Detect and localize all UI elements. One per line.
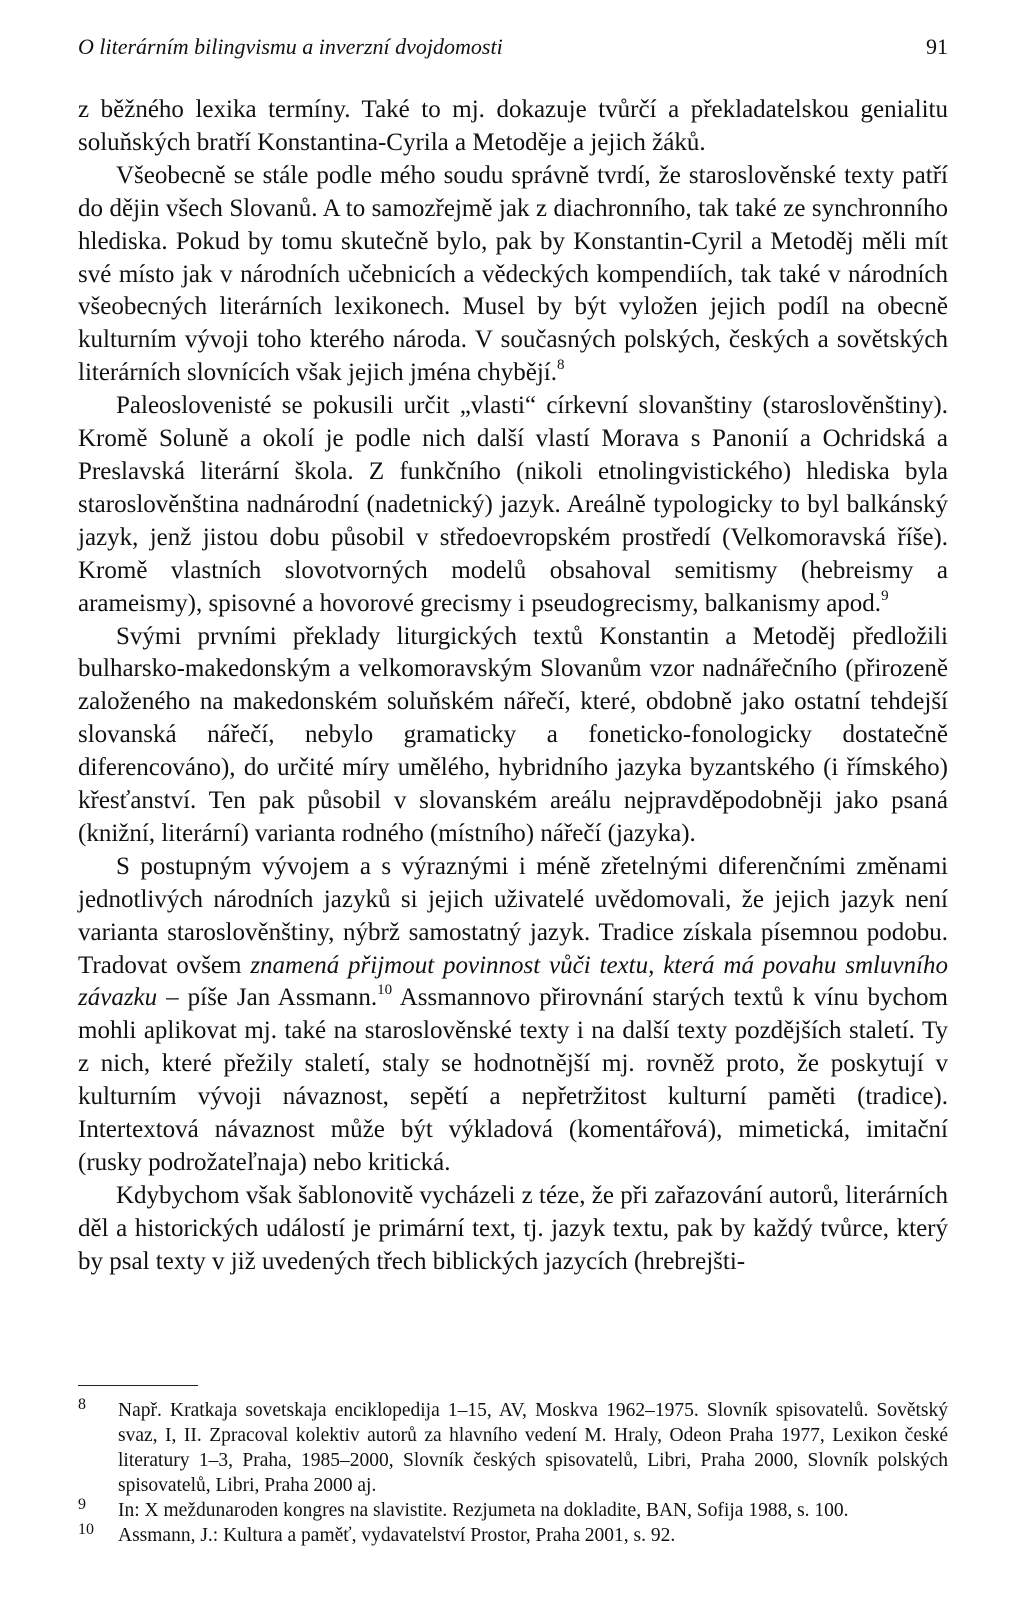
paragraph-text: z běžného lexika termíny. Také to mj. dokazuje tvůrčí a překladatelskou genialitu soluňských bratří Konstantina-Cyrila a Metoděje a jejich žáků. — [78, 96, 948, 156]
paragraph-text-after: Assmannovo přirovnání starých textů k vínu bychom mohli aplikovat mj. také na staroslověnské texty i na další texty pozdějších staletí. Ty z nich, které přežily staletí, staly se hodnotnější mj. rovněž proto, že poskytují v kulturním vývoji návaznost, sepětí a nepřetržitost kulturní paměti (tradice). Intertextová návaznost může být výkladová (komentářová), mimetická, imitační (rusky podrožateľnaja) nebo kritická. — [78, 984, 948, 1176]
paragraph-text: Kdybychom však šablonovitě vycházeli z téze, že při zařazování autorů, literárních děl a historických událostí je primární text, tj. jazyk textu, pak by každý tvůrce, který by psal texty v již uvedených třech biblických jazycích (hrebrejšti- — [78, 1181, 948, 1275]
body-text — [78, 94, 948, 1279]
paragraph-text: Svými prvními překlady liturgických textů Konstantin a Metoděj předložili bulharsko-makedonským a velkomoravským Slovanům vzor nadnářečního (přirozeně založeného na makedonském soluňském nářečí, které, obdobně jako ostatní tehdejší slovanská nářečí, nebylo gramaticky a foneticko-fonologicky dostatečně diferencováno), do určité míry umělého, hybridního jazyka byzantského (i římského) křesťanství. Ten pak působil v slovanském areálu nejpravděpodobněji jako psaná (knižní, literární) varianta rodného (místního) nářečí (jazyka). — [78, 622, 948, 847]
footnote-10 — [78, 1523, 948, 1548]
paragraph-3 — [78, 390, 948, 620]
running-title: O literárním bilingvismu a inverzní dvojdomosti — [78, 34, 503, 59]
page-number: 91 — [926, 34, 948, 59]
footnote-text: Assmann, J.: Kultura a paměť, vydavatelství Prostor, Praha 2001, s. 92. — [118, 1525, 676, 1546]
footnote-divider — [78, 1385, 198, 1386]
paragraph-6 — [78, 1180, 948, 1279]
footnote-ref-9: 9 — [881, 587, 889, 604]
page-header — [78, 34, 948, 68]
italic-quote: znamená přijmout povinnost vůči textu, která má povahu smluvního závazku — [78, 951, 948, 1012]
paragraph-4 — [78, 621, 948, 851]
paragraph-text: Paleoslovenisté se pokusili určit „vlasti“ církevní slovanštiny (staroslověnštiny). Kromě Soluně a okolí je podle nich další vlastí Morava s Panonií a Ochridská a Preslavská literární škola. Z funkčního (nikoli etnolingvistického) hlediska byla staroslověnština nadnárodní (nadetnický) jazyk. Areálně typologicky to byl balkánský jazyk, jenž jistou dobu působil v středoevropském prostředí (Velkomoravská říše). Kromě vlastních slovotvorných modelů obsahoval semitismy (hebreismy a arameismy), spisovné a hovorové grecismy i pseudogrecismy, balkanismy apod. — [78, 392, 948, 617]
footnote-8 — [78, 1398, 948, 1498]
paragraph-text-before: S postupným vývojem a s výraznými i méně zřetelnými diferenčními změnami jednotlivých národních jazyků si jejich uživatelé uvědomovali, že jejich jazyk není varianta staroslověnštiny, nýbrž samostatný jazyk. Tradice získala písemnou podobu. Tradovat ovšem — [78, 852, 948, 979]
footnote-number: 10 — [78, 1521, 94, 1538]
footnotes — [78, 1398, 948, 1548]
paragraph-2 — [78, 160, 948, 390]
footnote-number: 9 — [78, 1496, 86, 1513]
footnote-ref-10: 10 — [377, 982, 393, 999]
paragraph-5 — [78, 851, 948, 1180]
footnote-number: 8 — [78, 1396, 86, 1413]
footnote-text: Např. Kratkaja sovetskaja enciklopedija 1–15, AV, Moskva 1962–1975. Slovník spisovatelů. Sovětský svaz, I, II. Zpracoval kolektiv autorů za hlavního vedení M. Hraly, Odeon Praha 1977, Lexikon české literatury 1–3, Praha, 1985–2000, Slovník českých spisovatelů, Libri, Praha 2000, Slovník polských spisovatelů, Libri, Praha 2000 aj. — [118, 1400, 948, 1496]
footnote-9 — [78, 1498, 948, 1523]
paragraph-text: Všeobecně se stále podle mého soudu správně tvrdí, že staroslověnské texty patří do dějin všech Slovanů. A to samozřejmě jak z diachronního, tak také ze synchronního hlediska. Pokud by tomu skutečně bylo, pak by Konstantin-Cyril a Metoděj měli mít své místo jak v národních učebnicích a vědeckých kompendiích, tak také v národních všeobecných literárních lexikonech. Musel by být vyložen jejich podíl na obecně kulturním vývoji toho kterého národa. V současných polských, českých a sovětských literárních slovnících však jejich jména chybějí. — [78, 161, 948, 387]
footnote-ref-8: 8 — [557, 357, 565, 373]
paragraph-text-middle: – píše Jan Assmann. — [157, 984, 378, 1012]
footnote-text: In: X meždunaroden kongres na slavistite. Rezjumeta na dokladite, BAN, Sofija 1988, s. 100. — [118, 1500, 849, 1521]
paragraph-1 — [78, 94, 948, 160]
